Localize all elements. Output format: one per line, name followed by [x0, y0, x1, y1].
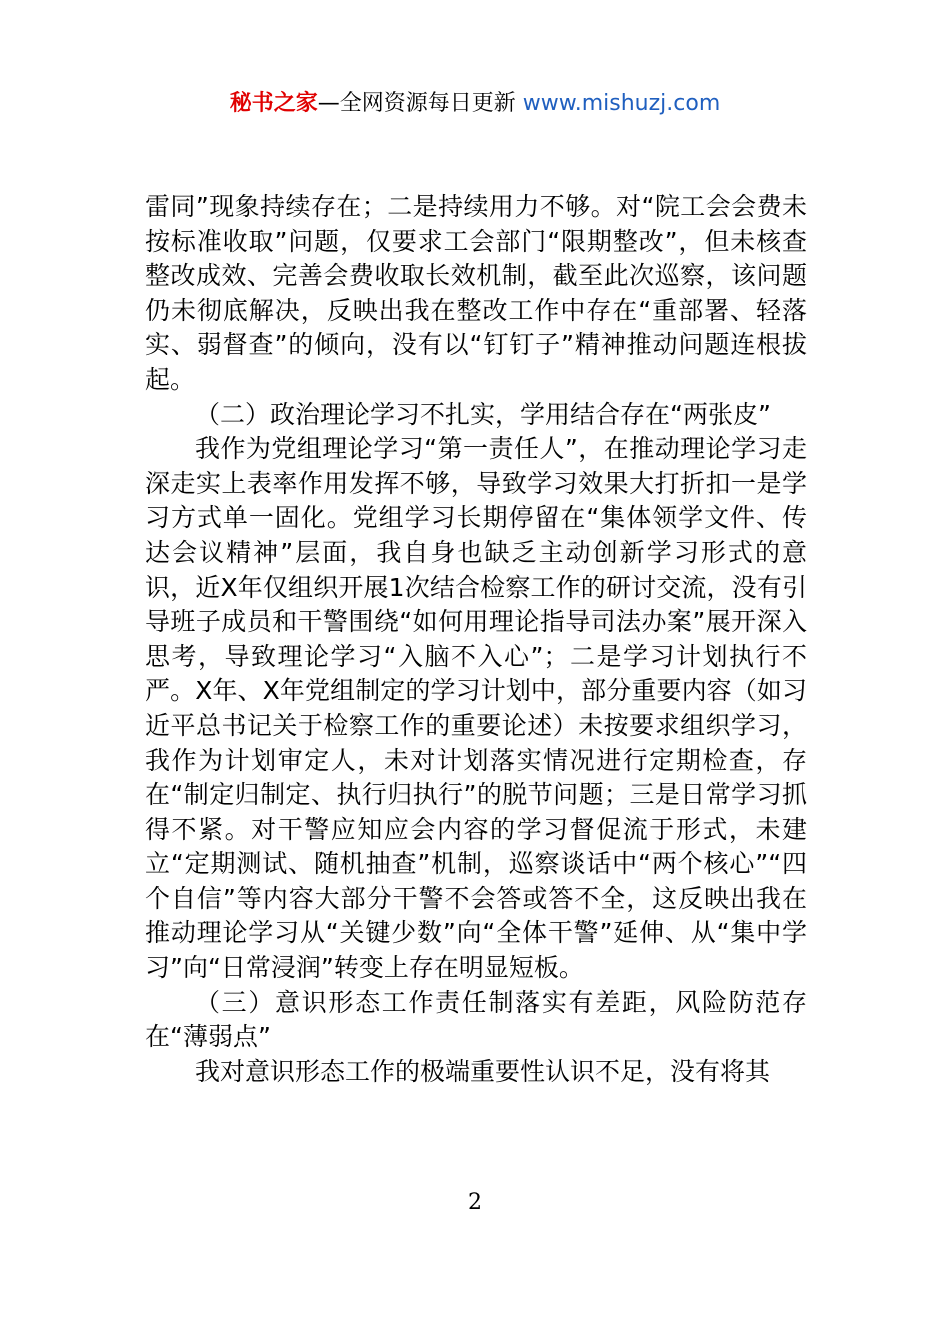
header-tagline: —全网资源每日更新: [317, 91, 523, 116]
brand-name: 秘书之家: [229, 91, 318, 116]
section-heading-2: （二）政治理论学习不扎实，学用结合存在“两张皮”: [195, 399, 771, 429]
document-body: [145, 190, 807, 1089]
watermark-header: [0, 88, 950, 120]
paragraph-continuation: 雷同”现象持续存在；二是持续用力不够。对“院工会会费未按标准收取”问题，仅要求工会部门“限期整改”，但未核查整改成效、完善会费收取长效机制，截至此次巡察，该问题仍未彻底解决，反映出我在整改工作中存在“重部署、轻落实、弱督查”的倾向，没有以“钉钉子”精神推动问题连根拔起。: [145, 192, 807, 394]
section-heading-3: （三）意识形态工作责任制落实有差距，风险防范存在“薄弱点”: [145, 987, 807, 1052]
paragraph-theory-study: 我作为党组理论学习“第一责任人”，在推动理论学习走深走实上表率作用发挥不够，导致学习效果大打折扣一是学习方式单一固化。党组学习长期停留在“集体领学文件、传达会议精神”层面，我自身也缺乏主动创新学习形式的意识，近X年仅组织开展1次结合检察工作的研讨交流，没有引导班子成员和干警围绕“如何用理论指导司法办案”展开深入思考，导致理论学习“入脑不入心”；二是学习计划执行不严。X年、X年党组制定的学习计划中，部分重要内容（如习近平总书记关于检察工作的重要论述）未按要求组织学习，我作为计划审定人，未对计划落实情况进行定期检查，存在“制定归制定、执行归执行”的脱节问题；三是日常学习抓得不紧。对干警应知应会内容的学习督促流于形式，未建立“定期测试、随机抽查”机制，巡察谈话中“两个核心”“四个自信”等内容大部分干警不会答或答不全，这反映出我在推动理论学习从“关键少数”向“全体干警”延伸、从“集中学习”向“日常浸润”转变上存在明显短板。: [145, 434, 807, 983]
page-number: 2: [468, 1190, 482, 1215]
website-url: www.mishuzj.com: [522, 91, 721, 116]
paragraph-ideology: 我对意识形态工作的极端重要性认识不足，没有将其: [195, 1056, 771, 1086]
